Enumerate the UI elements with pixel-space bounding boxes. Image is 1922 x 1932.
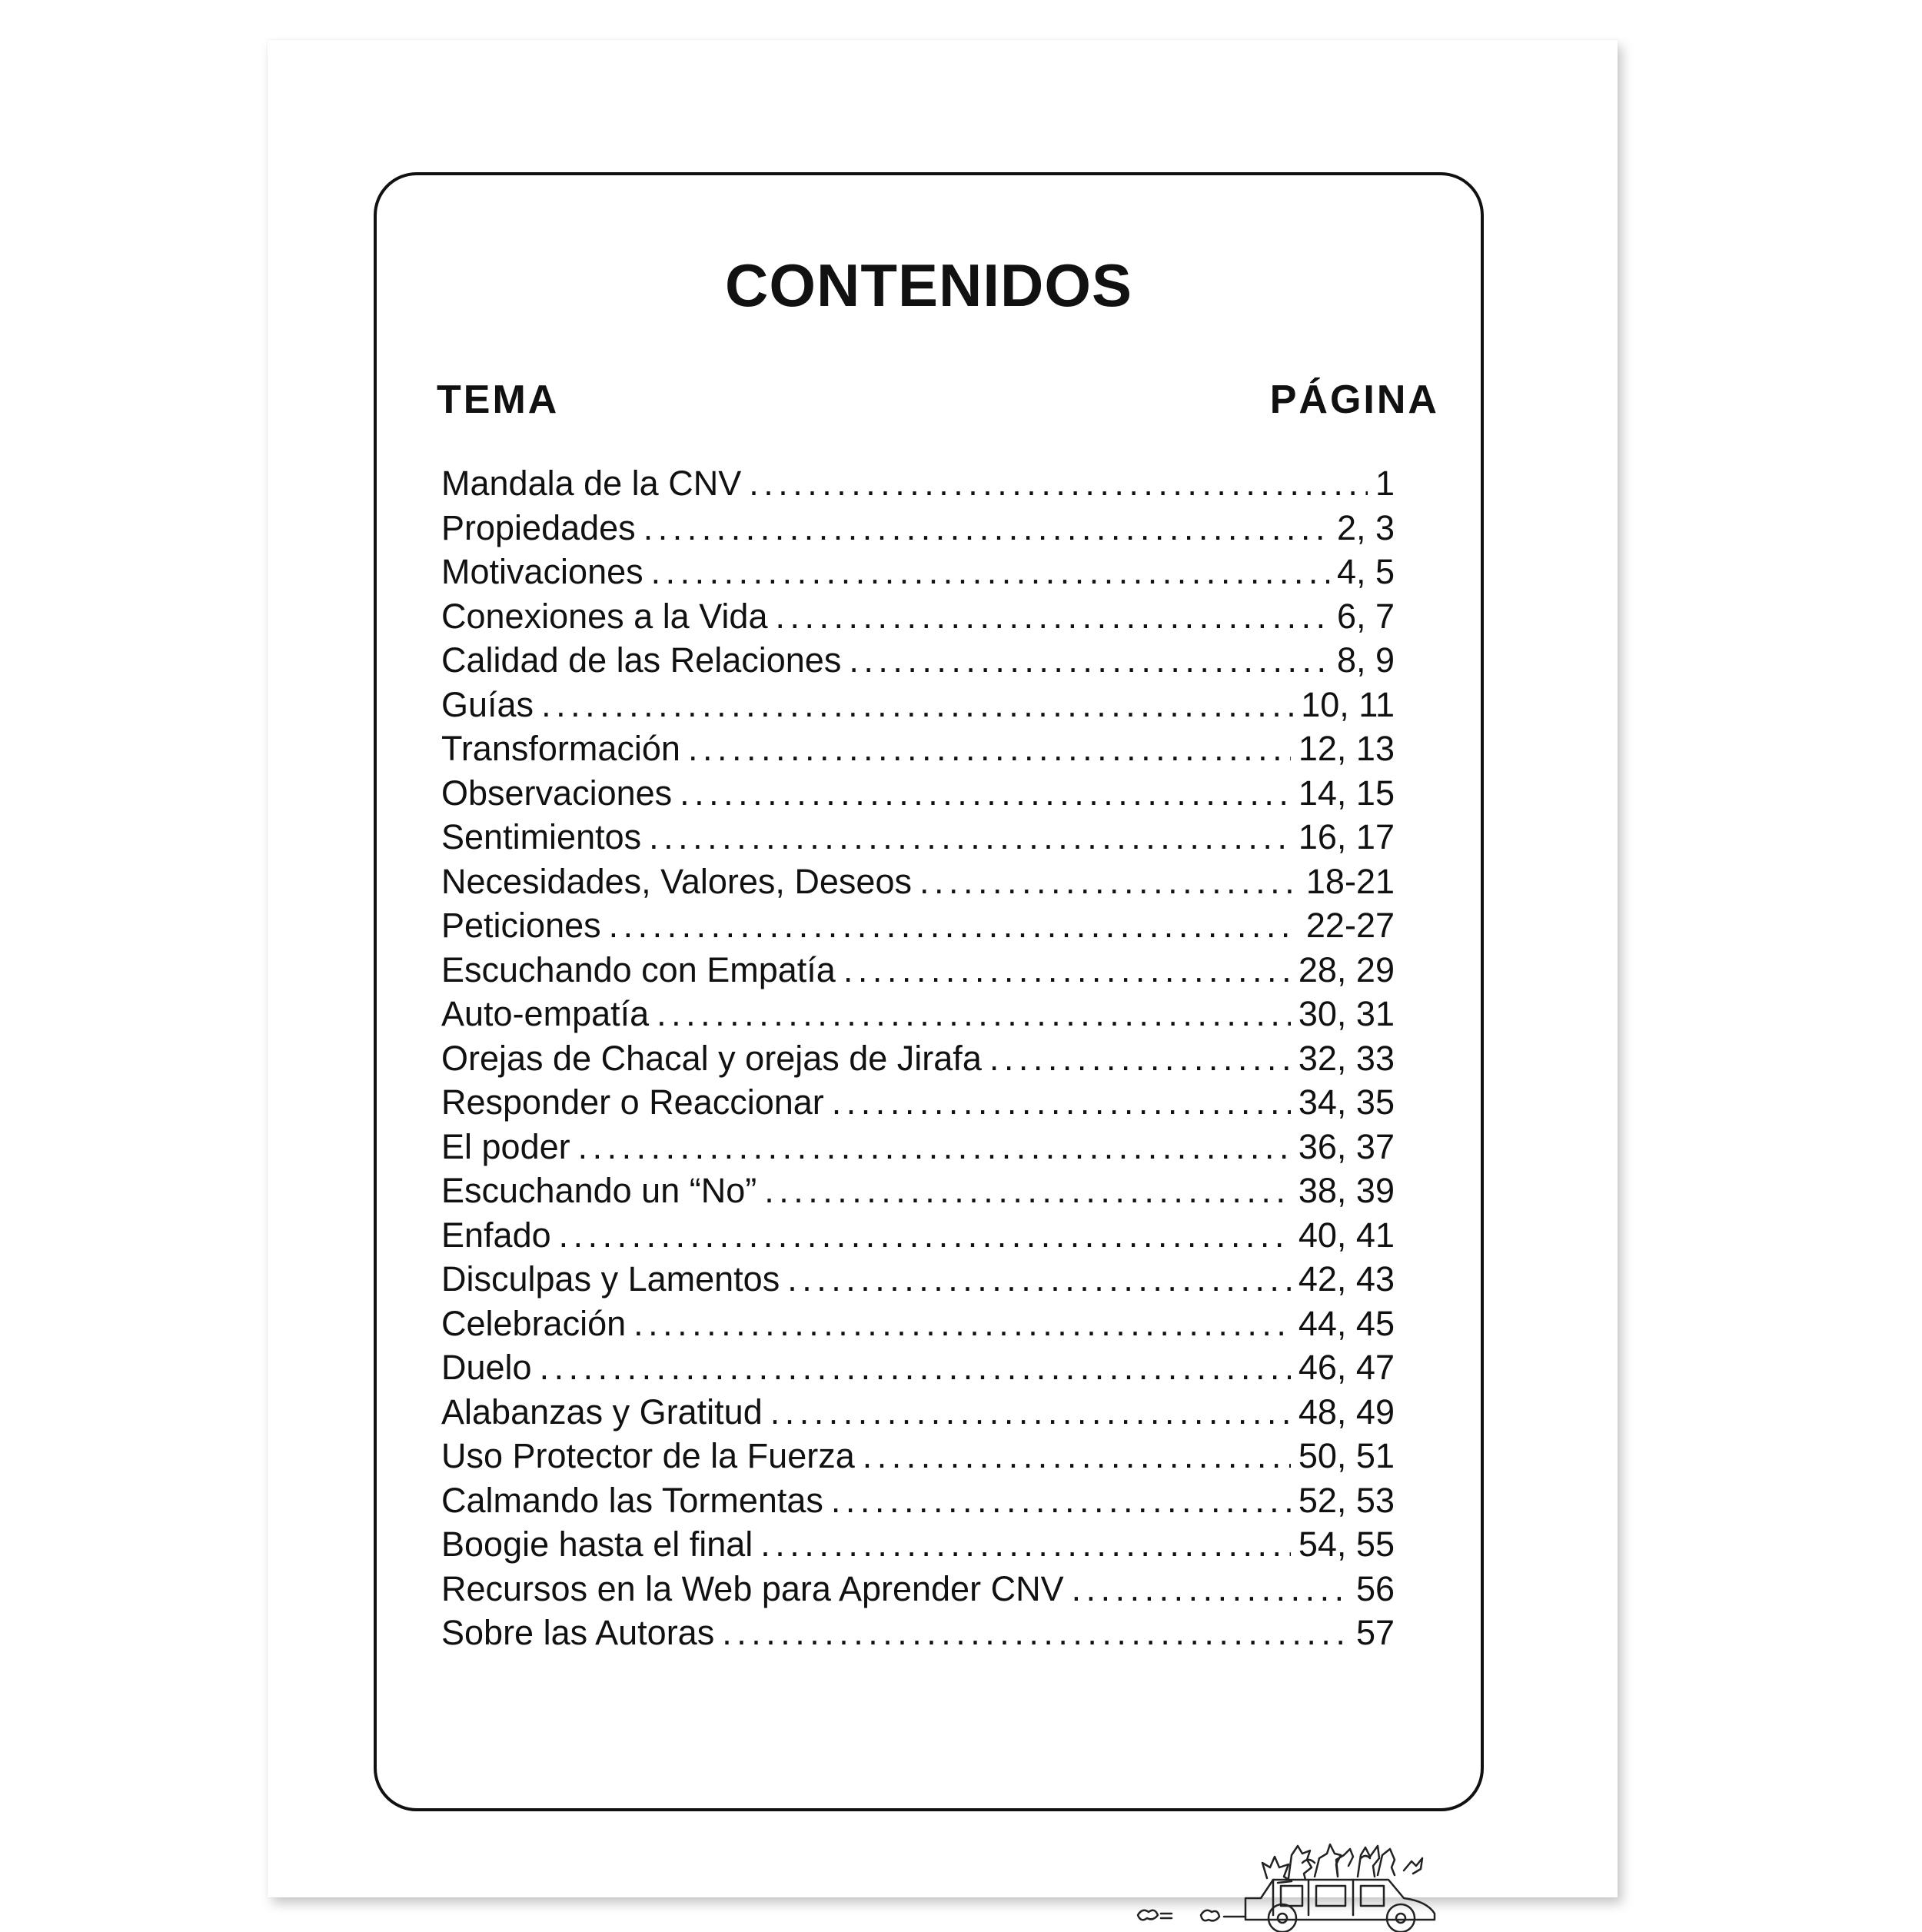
toc-entry-label: Observaciones: [441, 773, 673, 813]
toc-entry-label: Orejas de Chacal y orejas de Jirafa: [441, 1038, 982, 1078]
table-of-contents: [441, 464, 1395, 1658]
toc-dot-leader: [760, 1525, 1291, 1565]
toc-entry-label: Duelo: [441, 1348, 532, 1387]
toc-entry-page: 1: [1375, 464, 1395, 503]
toc-dot-leader: [787, 1259, 1291, 1299]
toc-entry-page: 36, 37: [1298, 1126, 1395, 1166]
toc-entry-page: 34, 35: [1298, 1082, 1395, 1122]
toc-entry: [441, 1127, 1395, 1172]
toc-entry-label: Alabanzas y Gratitud: [441, 1392, 763, 1432]
toc-entry-page: 18-21: [1305, 861, 1395, 901]
toc-dot-leader: [633, 1304, 1291, 1344]
toc-entry-label: Peticiones: [441, 906, 601, 945]
toc-dot-leader: [764, 1171, 1291, 1211]
content-frame: [374, 172, 1484, 1811]
toc-entry-page: 4, 5: [1336, 552, 1395, 591]
toc-entry-page: 12, 13: [1298, 729, 1395, 768]
toc-entry-page: 38, 39: [1298, 1171, 1395, 1210]
toc-dot-leader: [863, 1436, 1291, 1476]
toc-entry: [441, 1304, 1395, 1348]
toc-dot-leader: [1072, 1569, 1348, 1609]
toc-entry: [441, 1215, 1395, 1260]
toc-dot-leader: [749, 464, 1368, 504]
toc-entry: [441, 1348, 1395, 1392]
toc-dot-leader: [643, 508, 1329, 548]
toc-dot-leader: [541, 685, 1293, 725]
page-title: CONTENIDOS: [724, 251, 1133, 319]
toc-entry: [441, 862, 1395, 906]
column-header-topic: TEMA: [437, 377, 560, 422]
toc-entry: [441, 1392, 1395, 1437]
toc-entry-page: 32, 33: [1298, 1038, 1395, 1078]
toc-entry-page: 52, 53: [1298, 1480, 1395, 1520]
toc-entry-page: 22-27: [1305, 906, 1395, 945]
toc-dot-leader: [688, 729, 1291, 769]
toc-dot-leader: [722, 1613, 1348, 1653]
toc-entry-page: 57: [1355, 1613, 1395, 1652]
toc-entry-label: Transformación: [441, 729, 680, 768]
toc-entry: [441, 994, 1395, 1039]
toc-entry-page: 44, 45: [1298, 1303, 1395, 1343]
toc-dot-leader: [559, 1215, 1291, 1255]
toc-entry-label: Conexiones a la Vida: [441, 596, 768, 636]
column-header-page: PÁGINA: [1269, 377, 1439, 422]
toc-entry-label: Propiedades: [441, 507, 636, 547]
toc-entry-label: Escuchando un “No”: [441, 1171, 757, 1210]
toc-entry-page: 54, 55: [1298, 1525, 1395, 1564]
toc-dot-leader: [849, 640, 1329, 680]
toc-entry-page: 14, 15: [1298, 773, 1395, 813]
car-with-animals-icon: [1130, 1832, 1453, 1932]
toc-entry-label: Recursos en la Web para Aprender CNV: [441, 1568, 1064, 1608]
toc-entry: [441, 597, 1395, 641]
toc-entry-page: 6, 7: [1336, 596, 1395, 636]
toc-entry: [441, 906, 1395, 950]
toc-entry-label: Uso Protector de la Fuerza: [441, 1436, 855, 1475]
toc-entry: [441, 464, 1395, 508]
toc-entry-label: Escuchando con Empatía: [441, 949, 836, 989]
toc-entry-page: 8, 9: [1336, 640, 1395, 680]
toc-entry: [441, 1082, 1395, 1127]
toc-entry: [441, 773, 1395, 818]
toc-entry-label: Sobre las Autoras: [441, 1613, 715, 1652]
toc-entry-label: Calmando las Tormentas: [441, 1480, 823, 1520]
toc-entry: [441, 1039, 1395, 1083]
toc-dot-leader: [649, 817, 1291, 857]
document-page: [268, 40, 1618, 1897]
toc-entry-page: 46, 47: [1298, 1348, 1395, 1387]
toc-entry-page: 30, 31: [1298, 994, 1395, 1033]
toc-dot-leader: [770, 1392, 1291, 1432]
toc-dot-leader: [831, 1481, 1291, 1521]
toc-entry-page: 16, 17: [1298, 817, 1395, 856]
toc-entry: [441, 1569, 1395, 1614]
toc-entry-label: Calidad de las Relaciones: [441, 640, 842, 680]
toc-dot-leader: [832, 1082, 1291, 1122]
toc-entry-page: 42, 43: [1298, 1259, 1395, 1299]
toc-entry: [441, 817, 1395, 862]
toc-entry-label: Necesidades, Valores, Deseos: [441, 861, 912, 901]
toc-entry-label: Guías: [441, 684, 534, 724]
toc-entry: [441, 1436, 1395, 1481]
toc-dot-leader: [680, 773, 1291, 813]
toc-entry-label: Disculpas y Lamentos: [441, 1259, 780, 1299]
toc-entry-page: 2, 3: [1336, 507, 1395, 547]
toc-entry: [441, 1613, 1395, 1658]
toc-entry: [441, 1481, 1395, 1525]
toc-entry-page: 28, 29: [1298, 949, 1395, 989]
toc-dot-leader: [775, 597, 1328, 637]
toc-dot-leader: [540, 1348, 1291, 1388]
toc-dot-leader: [578, 1127, 1291, 1167]
toc-dot-leader: [651, 552, 1329, 592]
toc-entry-label: Sentimientos: [441, 817, 642, 856]
toc-entry-page: 50, 51: [1298, 1436, 1395, 1475]
toc-entry: [441, 1259, 1395, 1304]
toc-entry-label: Boogie hasta el final: [441, 1525, 753, 1564]
toc-entry-label: El poder: [441, 1126, 570, 1166]
toc-dot-leader: [609, 906, 1299, 946]
toc-entry: [441, 508, 1395, 553]
toc-dot-leader: [843, 950, 1291, 990]
toc-entry-label: Auto-empatía: [441, 994, 650, 1033]
toc-entry-page: 56: [1355, 1568, 1395, 1608]
toc-entry-label: Motivaciones: [441, 552, 643, 591]
toc-entry-page: 40, 41: [1298, 1215, 1395, 1255]
toc-entry: [441, 640, 1395, 685]
toc-entry: [441, 685, 1395, 730]
toc-entry: [441, 729, 1395, 773]
toc-dot-leader: [919, 862, 1299, 902]
toc-entry-label: Enfado: [441, 1215, 551, 1255]
toc-entry-label: Celebración: [441, 1303, 627, 1343]
toc-entry: [441, 950, 1395, 995]
toc-entry: [441, 1525, 1395, 1569]
toc-entry-label: Responder o Reaccionar: [441, 1082, 824, 1122]
toc-entry: [441, 1171, 1395, 1215]
toc-entry-label: Mandala de la CNV: [441, 464, 742, 503]
toc-dot-leader: [657, 994, 1291, 1034]
toc-dot-leader: [989, 1039, 1291, 1079]
toc-entry: [441, 552, 1395, 597]
toc-entry-page: 48, 49: [1298, 1392, 1395, 1432]
toc-entry-page: 10, 11: [1301, 684, 1395, 724]
